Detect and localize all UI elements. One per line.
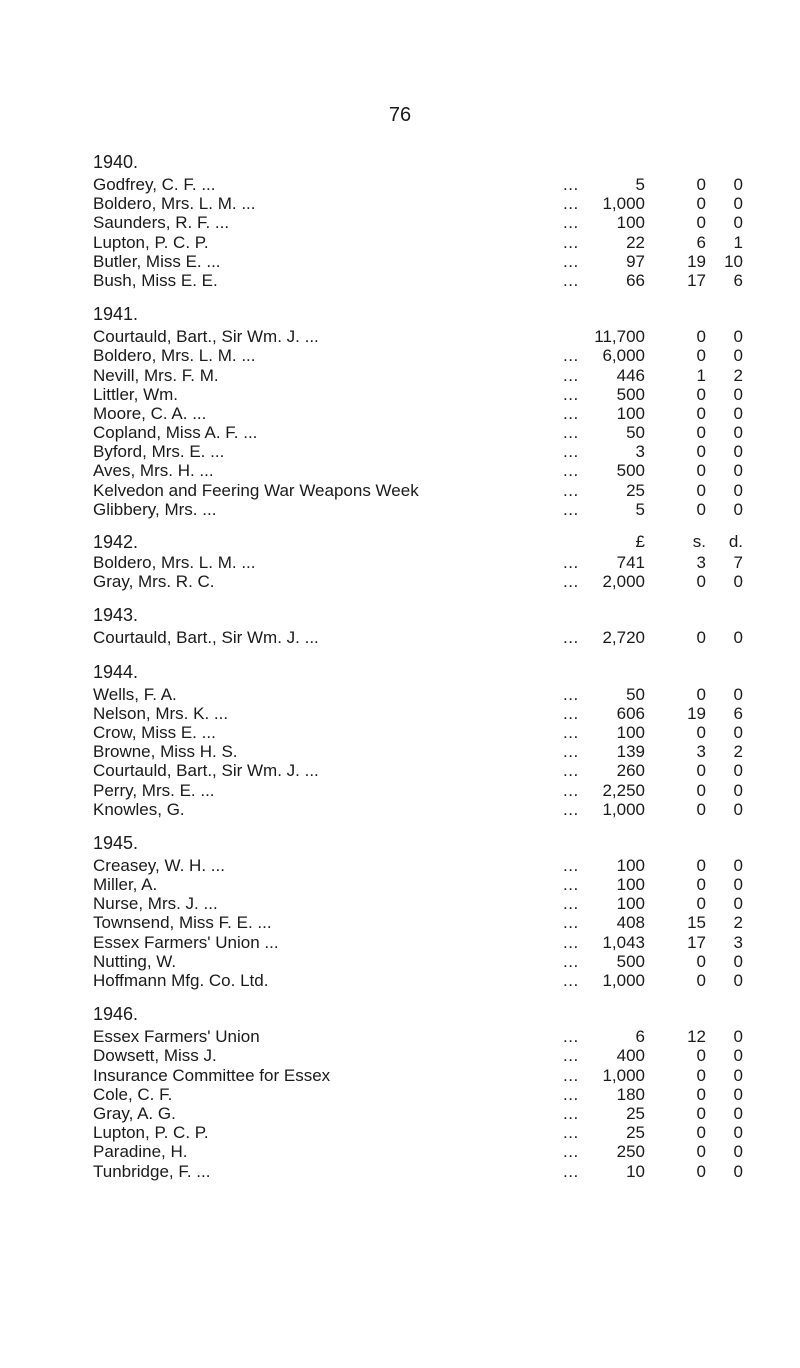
donor-name: Courtauld, Bart., Sir Wm. J. ... (93, 761, 319, 781)
pounds-value: 5 (635, 499, 645, 519)
leader-dots: ... (563, 213, 579, 233)
donor-name: Lupton, P. C. P. (93, 232, 209, 252)
ledger-row (93, 1104, 743, 1123)
ledger-row (93, 175, 743, 194)
leader-dots: ... (563, 780, 579, 800)
donor-name: Creasey, W. H. ... (93, 855, 225, 875)
shillings-value: 0 (696, 971, 706, 990)
donor-name: Gray, Mrs. R. C. (93, 572, 215, 592)
pence-value: 0 (733, 480, 743, 500)
pounds-value: 139 (616, 742, 645, 762)
leader-dots: ... (563, 1161, 579, 1181)
donor-name: Courtauld, Bart., Sir Wm. J. ... (93, 628, 319, 648)
pounds-value: 446 (616, 365, 645, 385)
shillings-value: 19 (687, 703, 706, 723)
ledger-row (93, 1162, 743, 1181)
pounds-value: 100 (616, 894, 645, 914)
shillings-value: 0 (696, 628, 706, 648)
donor-name: Godfrey, C. F. ... (93, 175, 216, 194)
donor-name: Copland, Miss A. F. ... (93, 423, 258, 443)
pounds-value: 250 (616, 1142, 645, 1162)
donor-name: Littler, Wm. (93, 384, 179, 404)
year-label: 1942. (93, 532, 139, 552)
shillings-value: 3 (696, 553, 706, 572)
pence-value: 0 (733, 761, 743, 781)
ledger-row (93, 366, 743, 385)
pence-value: 0 (733, 499, 743, 519)
section-gap (93, 519, 743, 531)
donor-name: Aves, Mrs. H. ... (93, 461, 214, 481)
donor-name: Byford, Mrs. E. ... (93, 442, 225, 462)
ledger-row (93, 252, 743, 271)
ledger-row (93, 952, 743, 971)
donor-name: Essex Farmers' Union ... (93, 932, 279, 952)
pence-value: 0 (733, 1046, 743, 1066)
leader-dots: ... (563, 761, 579, 781)
shillings-value: 0 (696, 499, 706, 519)
shillings-value: 0 (696, 780, 706, 800)
pounds-value: 1,000 (602, 194, 645, 214)
ledger-row (93, 461, 743, 480)
pence-value: 0 (733, 971, 743, 990)
leader-dots: ... (563, 1065, 579, 1085)
pence-header: d. (728, 532, 743, 551)
pence-value: 0 (733, 194, 743, 214)
pence-value: 0 (733, 1103, 743, 1123)
leader-dots: ... (563, 971, 579, 990)
pounds-value: 1,000 (602, 799, 645, 819)
leader-dots: ... (563, 572, 579, 592)
shillings-value: 0 (696, 1046, 706, 1066)
leader-dots: ... (563, 684, 579, 704)
ledger-row (93, 553, 743, 572)
donor-name: Wells, F. A. (93, 684, 177, 704)
leader-dots: ... (563, 1123, 579, 1143)
shillings-value: 6 (696, 232, 706, 252)
pounds-value: 741 (616, 553, 645, 572)
pounds-value: 180 (616, 1084, 645, 1104)
ledger-row (93, 327, 743, 346)
shillings-value: 0 (696, 1161, 706, 1181)
donor-name: Tunbridge, F. ... (93, 1161, 211, 1181)
ledger-row (93, 856, 743, 875)
pence-value: 6 (733, 270, 743, 290)
donor-name: Knowles, G. (93, 799, 185, 819)
year-heading: 1940. (93, 152, 139, 172)
ledger-row (93, 933, 743, 952)
section-gap (93, 290, 743, 302)
donor-name: Cole, C. F. (93, 1084, 173, 1104)
ledger-row (93, 1027, 743, 1046)
pounds-value: 500 (616, 951, 645, 971)
donor-name: Nelson, Mrs. K. ... (93, 703, 229, 723)
pounds-value: 97 (626, 251, 645, 271)
shillings-value: 0 (696, 213, 706, 233)
pounds-value: 2,250 (602, 780, 645, 800)
donor-name: Townsend, Miss F. E. ... (93, 913, 272, 933)
ledger-row (93, 346, 743, 365)
pence-value: 0 (733, 951, 743, 971)
leader-dots: ... (563, 1142, 579, 1162)
donor-name: Browne, Miss H. S. (93, 742, 238, 762)
pounds-value: 25 (626, 480, 645, 500)
shillings-header: s. (692, 532, 706, 551)
shillings-value: 19 (687, 251, 706, 271)
pence-value: 0 (733, 1065, 743, 1085)
pence-value: 0 (733, 780, 743, 800)
pounds-value: 2,000 (602, 572, 645, 592)
shillings-value: 0 (696, 1084, 706, 1104)
donations-list (93, 150, 743, 1181)
shillings-value: 0 (696, 894, 706, 914)
shillings-value: 0 (696, 480, 706, 500)
shillings-value: 0 (696, 1142, 706, 1162)
pounds-value: 10 (626, 1161, 645, 1181)
pounds-value: 408 (616, 913, 645, 933)
donor-name: Essex Farmers' Union (93, 1027, 260, 1047)
shillings-value: 0 (696, 175, 706, 194)
pence-value: 0 (733, 175, 743, 194)
pence-value: 7 (733, 553, 743, 572)
donor-name: Saunders, R. F. ... (93, 213, 230, 233)
pounds-value: 100 (616, 722, 645, 742)
pence-value: 0 (733, 384, 743, 404)
leader-dots: ... (563, 270, 579, 290)
section-gap (93, 819, 743, 831)
ledger-row (93, 781, 743, 800)
pounds-value: 5 (635, 175, 645, 194)
donor-name: Nutting, W. (93, 951, 177, 971)
pounds-value: 1,000 (602, 1065, 645, 1085)
donor-name: Hoffmann Mfg. Co. Ltd. (93, 971, 269, 990)
leader-dots: ... (563, 628, 579, 648)
leader-dots: ... (563, 384, 579, 404)
ledger-row (93, 194, 743, 213)
shillings-value: 0 (696, 875, 706, 895)
pence-value: 0 (733, 684, 743, 704)
section-gap (93, 591, 743, 603)
pence-value: 0 (733, 855, 743, 875)
donor-name: Bush, Miss E. E. (93, 270, 218, 290)
shillings-value: 3 (696, 742, 706, 762)
ledger-row (93, 404, 743, 423)
shillings-value: 15 (687, 913, 706, 933)
shillings-value: 0 (696, 951, 706, 971)
pence-value: 10 (724, 251, 743, 271)
pence-value: 2 (733, 742, 743, 762)
ledger-row (93, 971, 743, 990)
shillings-value: 0 (696, 423, 706, 443)
leader-dots: ... (563, 403, 579, 423)
donor-name: Butler, Miss E. ... (93, 251, 221, 271)
pounds-value: 606 (616, 703, 645, 723)
shillings-value: 0 (696, 346, 706, 366)
ledger-row (93, 1142, 743, 1161)
pence-value: 0 (733, 1027, 743, 1047)
pounds-value: 500 (616, 461, 645, 481)
leader-dots: ... (563, 1084, 579, 1104)
donor-name: Kelvedon and Feering War Weapons Week (93, 480, 419, 500)
section-gap (93, 990, 743, 1002)
shillings-value: 0 (696, 327, 706, 347)
leader-dots: ... (563, 913, 579, 933)
leader-dots: ... (563, 194, 579, 214)
ledger-row (93, 894, 743, 913)
pence-value: 3 (733, 932, 743, 952)
donor-name: Moore, C. A. ... (93, 403, 207, 423)
shillings-value: 0 (696, 1123, 706, 1143)
leader-dots: ... (563, 346, 579, 366)
ledger-row (93, 1046, 743, 1065)
leader-dots: ... (563, 480, 579, 500)
leader-dots: ... (563, 1027, 579, 1047)
year-heading-with-columns (93, 531, 743, 553)
shillings-value: 0 (696, 684, 706, 704)
year-heading: 1943. (93, 605, 139, 626)
pounds-value: 500 (616, 384, 645, 404)
pounds-value: 100 (616, 875, 645, 895)
donor-name: Nevill, Mrs. F. M. (93, 365, 219, 385)
shillings-value: 17 (687, 932, 706, 952)
pence-value: 0 (733, 423, 743, 443)
pounds-value: 1,043 (602, 932, 645, 952)
leader-dots: ... (563, 932, 579, 952)
ledger-row (93, 913, 743, 932)
pence-value: 0 (733, 1123, 743, 1143)
shillings-value: 0 (696, 855, 706, 875)
leader-dots: ... (563, 232, 579, 252)
leader-dots: ... (563, 365, 579, 385)
pounds-value: 6 (635, 1027, 645, 1047)
ledger-row (93, 1066, 743, 1085)
shillings-value: 0 (696, 403, 706, 423)
pounds-value: 3 (635, 442, 645, 462)
donor-name: Boldero, Mrs. L. M. ... (93, 553, 256, 572)
pounds-value: 100 (616, 213, 645, 233)
ledger-row (93, 213, 743, 232)
year-heading: 1945. (93, 832, 139, 853)
ledger-row (93, 385, 743, 404)
leader-dots: ... (563, 461, 579, 481)
ledger-row (93, 271, 743, 290)
shillings-value: 0 (696, 799, 706, 819)
pounds-value: 50 (626, 423, 645, 443)
pence-value: 0 (733, 213, 743, 233)
pounds-value: 66 (626, 270, 645, 290)
page-number: 76 (388, 104, 412, 126)
leader-dots: ... (563, 553, 579, 572)
pounds-value: 6,000 (602, 346, 645, 366)
ledger-row (93, 1085, 743, 1104)
ledger-row (93, 500, 743, 519)
donor-name: Insurance Committee for Essex (93, 1065, 331, 1085)
shillings-value: 0 (696, 722, 706, 742)
pounds-value: 1,000 (602, 971, 645, 990)
donor-name: Glibbery, Mrs. ... (93, 499, 217, 519)
pence-value: 6 (733, 703, 743, 723)
pence-value: 0 (733, 1161, 743, 1181)
leader-dots: ... (563, 442, 579, 462)
donor-name: Paradine, H. (93, 1142, 188, 1162)
shillings-value: 0 (696, 761, 706, 781)
leader-dots: ... (563, 1046, 579, 1066)
year-heading: 1946. (93, 1004, 139, 1025)
shillings-value: 0 (696, 1103, 706, 1123)
ledger-row (93, 742, 743, 761)
donor-name: Nurse, Mrs. J. ... (93, 894, 218, 914)
pence-value: 0 (733, 628, 743, 648)
pounds-value: 400 (616, 1046, 645, 1066)
pence-value: 0 (733, 722, 743, 742)
leader-dots: ... (563, 799, 579, 819)
leader-dots: ... (563, 894, 579, 914)
ledger-row (93, 723, 743, 742)
pounds-header: £ (635, 532, 645, 551)
leader-dots: ... (563, 423, 579, 443)
donor-name: Courtauld, Bart., Sir Wm. J. ... (93, 327, 319, 347)
pounds-value: 50 (626, 684, 645, 704)
leader-dots: ... (563, 251, 579, 271)
pence-value: 2 (733, 913, 743, 933)
pence-value: 0 (733, 1084, 743, 1104)
pence-value: 0 (733, 461, 743, 481)
leader-dots: ... (563, 855, 579, 875)
pence-value: 0 (733, 572, 743, 592)
leader-dots: ... (563, 499, 579, 519)
pounds-value: 25 (626, 1123, 645, 1143)
donor-name: Boldero, Mrs. L. M. ... (93, 194, 256, 214)
ledger-row (93, 423, 743, 442)
ledger-row (93, 572, 743, 591)
shillings-value: 0 (696, 1065, 706, 1085)
shillings-value: 0 (696, 194, 706, 214)
ledger-row (93, 761, 743, 780)
year-heading: 1944. (93, 661, 139, 682)
donor-name: Dowsett, Miss J. (93, 1046, 217, 1066)
pence-value: 0 (733, 799, 743, 819)
leader-dots: ... (563, 742, 579, 762)
pence-value: 0 (733, 894, 743, 914)
ledger-row (93, 704, 743, 723)
ledger-row (93, 442, 743, 461)
ledger-row (93, 685, 743, 704)
shillings-value: 12 (687, 1027, 706, 1047)
pounds-value: 100 (616, 855, 645, 875)
pence-value: 0 (733, 403, 743, 423)
pence-value: 0 (733, 1142, 743, 1162)
shillings-value: 0 (696, 384, 706, 404)
ledger-row (93, 1123, 743, 1142)
shillings-value: 0 (696, 572, 706, 592)
shillings-value: 1 (696, 365, 706, 385)
section-gap (93, 648, 743, 660)
shillings-value: 0 (696, 442, 706, 462)
donor-name: Miller, A. (93, 875, 158, 895)
pounds-value: 11,700 (594, 327, 645, 347)
pounds-value: 2,720 (602, 628, 645, 648)
ledger-row (93, 628, 743, 647)
pence-value: 0 (733, 346, 743, 366)
pence-value: 0 (733, 442, 743, 462)
year-heading: 1941. (93, 304, 139, 325)
leader-dots: ... (563, 703, 579, 723)
pence-value: 1 (733, 232, 743, 252)
leader-dots: ... (563, 175, 579, 194)
shillings-value: 0 (696, 461, 706, 481)
donor-name: Boldero, Mrs. L. M. ... (93, 346, 256, 366)
pounds-value: 260 (616, 761, 645, 781)
pence-value: 0 (733, 327, 743, 347)
ledger-row (93, 875, 743, 894)
donor-name: Crow, Miss E. ... (93, 722, 216, 742)
pence-value: 0 (733, 875, 743, 895)
leader-dots: ... (563, 722, 579, 742)
ledger-row (93, 800, 743, 819)
donor-name: Perry, Mrs. E. ... (93, 780, 215, 800)
pounds-value: 100 (616, 403, 645, 423)
pounds-value: 22 (626, 232, 645, 252)
shillings-value: 17 (687, 270, 706, 290)
ledger-row (93, 233, 743, 252)
leader-dots: ... (563, 1103, 579, 1123)
leader-dots: ... (563, 951, 579, 971)
donor-name: Gray, A. G. (93, 1103, 176, 1123)
ledger-row (93, 481, 743, 500)
pence-value: 2 (733, 365, 743, 385)
donor-name: Lupton, P. C. P. (93, 1123, 209, 1143)
leader-dots: ... (563, 875, 579, 895)
pounds-value: 25 (626, 1103, 645, 1123)
